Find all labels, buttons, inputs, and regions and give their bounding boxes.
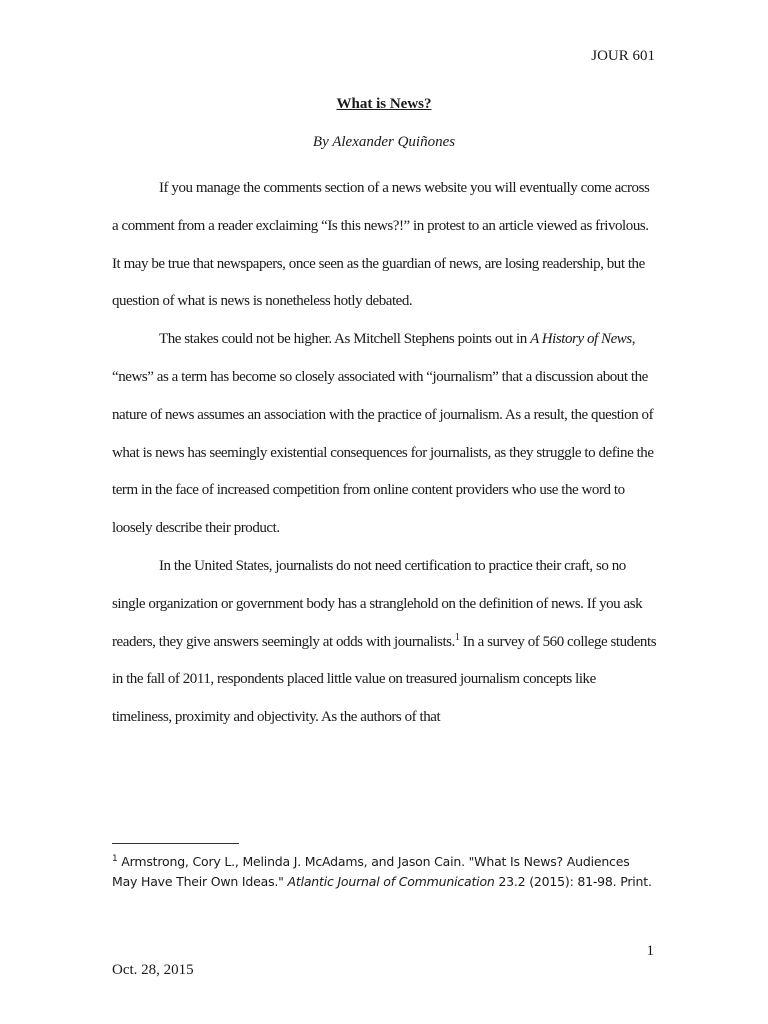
footnote-reference: 1 (454, 631, 460, 643)
paragraph-3-text-a: In the United States, journalists do not need certification to practice their craft, so no single organization or government body has a stranglehold on the definition of news. If you ask readers, they give answers seemingly at odds with journalists. (112, 557, 643, 650)
footnote-journal: Atlantic Journal of Communication (287, 873, 495, 889)
paragraph-2-text-a: The stakes could not be higher. As Mitchell Stephens points out in (159, 331, 531, 348)
book-title: A History of News (530, 331, 632, 348)
footer-date: Oct. 28, 2015 (112, 962, 194, 978)
author-byline: By Alexander Quiñones (312, 134, 456, 150)
paragraph-3-text-b: In a survey of 560 college students in the fall of 2011, respondents placed little value on treasured journalism concepts like timeliness, proximity and objectivity. As the authors of that (112, 633, 657, 726)
course-code-header: JOUR 601 (591, 48, 655, 64)
document-title: What is News? (336, 96, 432, 112)
paragraph-2-text-b: , “news” as a term has become so closely associated with “journalism” that a discussion about the nature of news assumes an association with the practice of journalism. As a result, the question of what is news has seemingly existential consequences for journalists, as they struggle to define the term in the face of increased competition from online content providers who use the word to loosely describe their product. (112, 331, 654, 537)
page-number: 1 (646, 943, 654, 959)
body-text (112, 170, 657, 737)
paragraph-2 (112, 321, 657, 548)
footnote-mark: 1 (112, 853, 118, 864)
footnote-text-a: Armstrong, Cory L., Melinda J. McAdams, and Jason Cain. "What Is News? Audiences May Have Their Own Ideas." (112, 854, 630, 889)
paragraph-3 (112, 548, 657, 737)
footnote (112, 852, 657, 891)
paragraph-1: If you manage the comments section of a news website you will eventually come across a comment from a reader exclaiming “Is this news?!” in protest to an article viewed as frivolous. It may be true that newspapers, once seen as the guardian of news, are losing readership, but the question of what is news is nonetheless hotly debated. (112, 180, 650, 310)
footnote-divider (112, 843, 239, 844)
footnote-text-b: 23.2 (2015): 81-98. Print. (494, 873, 652, 889)
